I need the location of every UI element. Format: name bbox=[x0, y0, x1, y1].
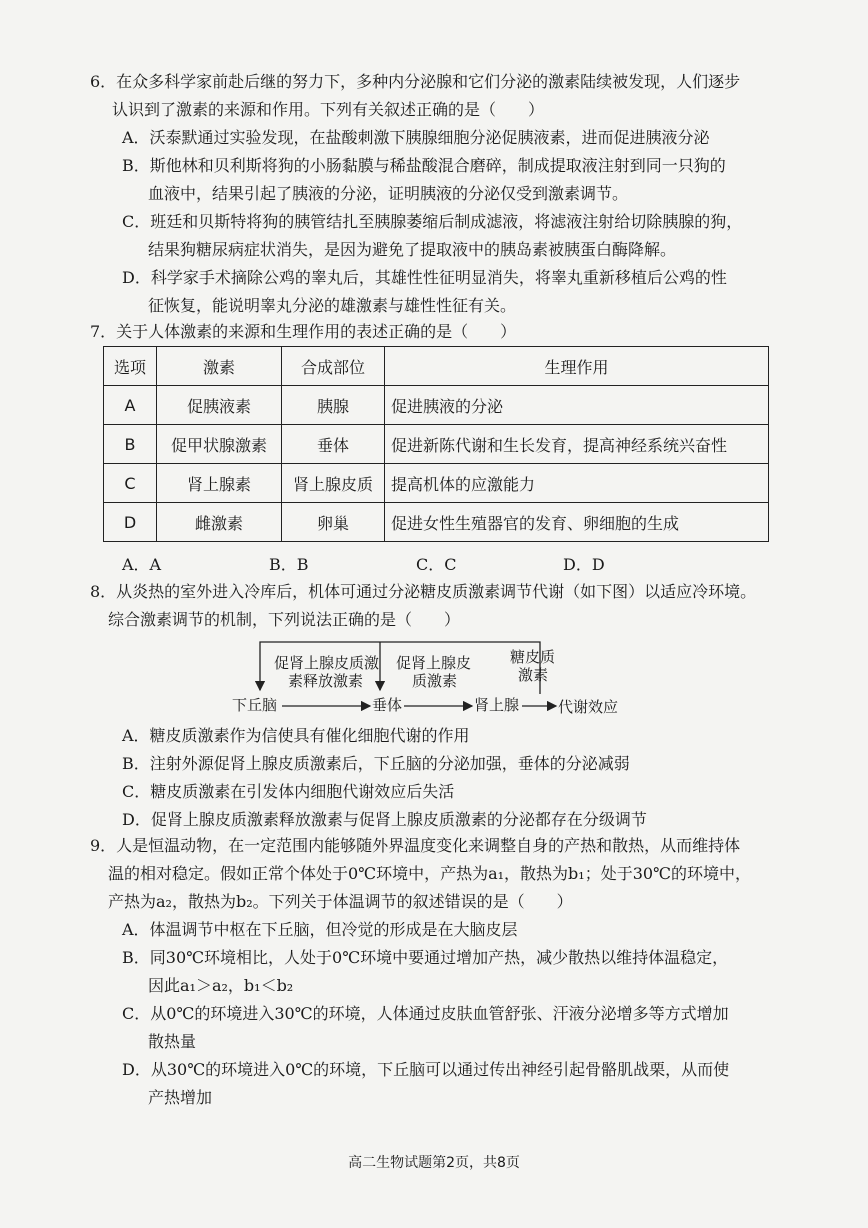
table-row bbox=[104, 425, 769, 464]
q9-stem-line2: 温的相对稳定。假如正常个体处于0℃环境中，产热为a₁，散热为b₁；处于30℃的环境中， bbox=[108, 864, 751, 883]
q9-option-b-line1: B．同30℃环境相比，人处于0℃环境中要通过增加产热，减少散热以维持体温稳定， bbox=[122, 948, 729, 967]
table-header: 合成部位 bbox=[282, 347, 385, 386]
table-cell: 肾上腺素 bbox=[157, 464, 282, 503]
q7-choice-a: A．A bbox=[122, 555, 162, 574]
question-8 bbox=[90, 578, 790, 634]
label-crh-line1: 促肾上腺皮质激 bbox=[274, 654, 380, 672]
node-metabolic-effect: 代谢效应 bbox=[558, 698, 619, 716]
table-cell: 促进新陈代谢和生长发育，提高神经系统兴奋性 bbox=[385, 425, 769, 464]
q8-option-b: B．注射外源促肾上腺皮质激素后，下丘脑的分泌加强，垂体的分泌减弱 bbox=[122, 754, 630, 773]
node-hypothalamus: 下丘脑 bbox=[232, 696, 278, 714]
q9-option-c-line2: 散热量 bbox=[148, 1032, 197, 1051]
q7-choice-b: B．B bbox=[269, 555, 309, 574]
q9-stem-line3: 产热为a₂，散热为b₂。下列关于体温调节的叙述错误的是（ ） bbox=[108, 892, 573, 911]
q6-stem-line1: 6．在众多科学家前赴后继的努力下，多种内分泌腺和它们分泌的激素陆续被发现，人们逐步 bbox=[90, 72, 741, 91]
q7-table bbox=[103, 346, 769, 542]
table-cell: D bbox=[104, 503, 157, 542]
table-header: 选项 bbox=[104, 347, 157, 386]
question-7 bbox=[90, 318, 790, 346]
table-cell: 雌激素 bbox=[157, 503, 282, 542]
q6-option-d-line1: D．科学家手术摘除公鸡的睾丸后，其雄性性征明显消失，将睾丸重新移植后公鸡的性 bbox=[122, 268, 727, 287]
q6-stem-line2: 认识到了激素的来源和作用。下列有关叙述正确的是（ ） bbox=[112, 100, 545, 119]
q9-option-b-line2: 因此a₁＞a₂，b₁＜b₂ bbox=[148, 976, 294, 995]
table-cell: 垂体 bbox=[282, 425, 385, 464]
table-cell: 胰腺 bbox=[282, 386, 385, 425]
table-cell: 促甲状腺激素 bbox=[157, 425, 282, 464]
q7-stem: 7．关于人体激素的来源和生理作用的表述正确的是（ ） bbox=[90, 322, 517, 341]
q9-option-d-line2: 产热增加 bbox=[148, 1088, 213, 1107]
q8-stem-line2: 综合激素调节的机制，下列说法正确的是（ ） bbox=[108, 610, 461, 629]
node-pituitary: 垂体 bbox=[372, 696, 403, 714]
q6-option-d-line2: 征恢复，能说明睾丸分泌的雄激素与雄性性征有关。 bbox=[148, 296, 517, 315]
q9-option-a: A．体温调节中枢在下丘脑，但冷觉的形成是在大脑皮层 bbox=[122, 920, 518, 939]
table-header: 激素 bbox=[157, 347, 282, 386]
q6-option-c-line1: C．班廷和贝斯特将狗的胰管结扎至胰腺萎缩后制成滤液，将滤液注射给切除胰腺的狗， bbox=[122, 212, 743, 231]
q6-option-a: A．沃泰默通过实验发现，在盐酸刺激下胰腺细胞分泌促胰液素，进而促进胰液分泌 bbox=[122, 128, 710, 147]
q6-option-b-line1: B．斯他林和贝利斯将狗的小肠黏膜与稀盐酸混合磨碎，制成提取液注射到同一只狗的 bbox=[122, 156, 726, 175]
label-acth-line1: 促肾上腺皮 bbox=[396, 654, 472, 672]
q9-option-d-line1: D．从30℃的环境进入0℃的环境，下丘脑可以通过传出神经引起骨骼肌战栗，从而使 bbox=[122, 1060, 730, 1079]
q8-option-a: A．糖皮质激素作为信使具有催化细胞代谢的作用 bbox=[122, 726, 470, 745]
label-glucocorticoid-line2: 激素 bbox=[518, 666, 549, 684]
question-9 bbox=[90, 832, 790, 1112]
table-header: 生理作用 bbox=[385, 347, 769, 386]
table-cell: A bbox=[104, 386, 157, 425]
q7-answer-choices bbox=[122, 552, 710, 575]
table-header-row bbox=[104, 347, 769, 386]
q7-choice-c: C．C bbox=[416, 555, 457, 574]
hormone-regulation-diagram bbox=[232, 638, 642, 722]
table-row bbox=[104, 503, 769, 542]
q6-option-c-line2: 结果狗糖尿病症状消失，是因为避免了提取液中的胰岛素被胰蛋白酶降解。 bbox=[148, 240, 677, 259]
label-acth-line2: 质激素 bbox=[412, 672, 458, 690]
table-cell: 肾上腺皮质 bbox=[282, 464, 385, 503]
q9-option-c-line1: C．从0℃的环境进入30℃的环境，人体通过皮肤血管舒张、汗液分泌增多等方式增加 bbox=[122, 1004, 729, 1023]
page-footer: 高二生物试题第2页，共8页 bbox=[348, 1155, 520, 1171]
table-cell: 促胰液素 bbox=[157, 386, 282, 425]
q6-option-b-line2: 血液中，结果引起了胰液的分泌，证明胰液的分泌仅受到激素调节。 bbox=[148, 184, 629, 203]
q8-stem-line1: 8．从炎热的室外进入冷库后，机体可通过分泌糖皮质激素调节代谢（如下图）以适应冷环境。 bbox=[90, 582, 757, 601]
q8-option-d: D．促肾上腺皮质激素释放激素与促肾上腺皮质激素的分泌都存在分级调节 bbox=[122, 810, 647, 829]
q8-option-c: C．糖皮质激素在引发体内细胞代谢效应后失活 bbox=[122, 782, 455, 801]
table-cell: 促进女性生殖器官的发育、卵细胞的生成 bbox=[385, 503, 769, 542]
question-6 bbox=[90, 68, 790, 320]
table-cell: B bbox=[104, 425, 157, 464]
label-glucocorticoid-line1: 糖皮质 bbox=[510, 648, 556, 666]
label-crh-line2: 素释放激素 bbox=[288, 672, 364, 690]
question-8-options bbox=[90, 722, 790, 834]
table-row bbox=[104, 386, 769, 425]
table-cell: C bbox=[104, 464, 157, 503]
table-row bbox=[104, 464, 769, 503]
table-cell: 卵巢 bbox=[282, 503, 385, 542]
table-cell: 提高机体的应激能力 bbox=[385, 464, 769, 503]
table-cell: 促进胰液的分泌 bbox=[385, 386, 769, 425]
q9-stem-line1: 9．人是恒温动物，在一定范围内能够随外界温度变化来调整自身的产热和散热，从而维持体 bbox=[90, 836, 741, 855]
q7-choice-d: D．D bbox=[563, 555, 605, 574]
node-adrenal: 肾上腺 bbox=[474, 696, 520, 714]
